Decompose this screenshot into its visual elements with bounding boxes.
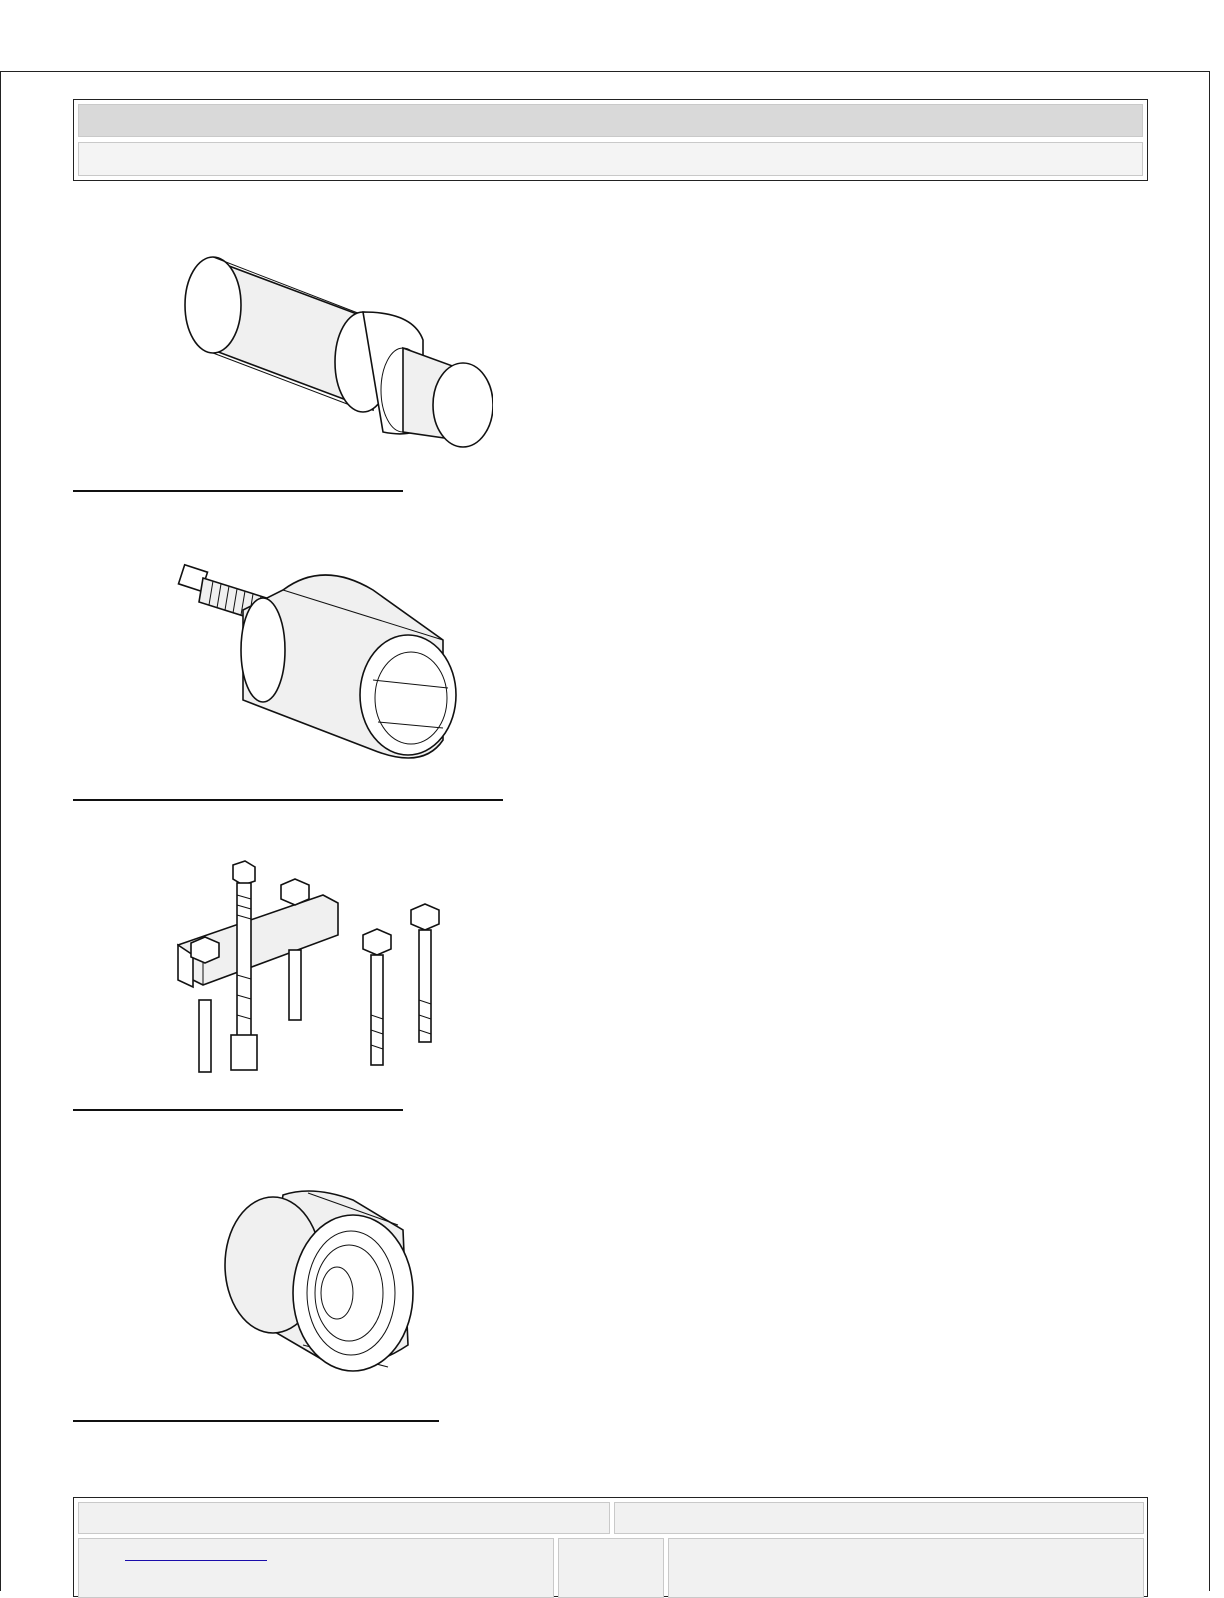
bushing-puller-tool-icon xyxy=(173,550,493,770)
footer-cell-link xyxy=(78,1538,554,1598)
footer-cell-left xyxy=(78,1502,610,1534)
figure-4-rule xyxy=(73,1420,439,1422)
footer-cell-end xyxy=(668,1538,1144,1598)
footer-cell-mid xyxy=(558,1538,664,1598)
cup-adapter-tool-icon xyxy=(213,1175,533,1395)
figure-2-rule xyxy=(73,799,503,801)
bushing-driver-tool-icon xyxy=(173,240,493,470)
header-title-row xyxy=(78,104,1143,137)
figure-3-rule xyxy=(73,1109,403,1111)
header-subtitle-row xyxy=(78,142,1143,176)
footer-cell-right xyxy=(614,1502,1144,1534)
footer-link[interactable] xyxy=(125,1556,267,1561)
header-table xyxy=(73,99,1148,181)
puller-bridge-with-bolts-icon xyxy=(163,855,483,1095)
figure-1-rule xyxy=(73,490,403,492)
footer-table xyxy=(73,1497,1148,1597)
